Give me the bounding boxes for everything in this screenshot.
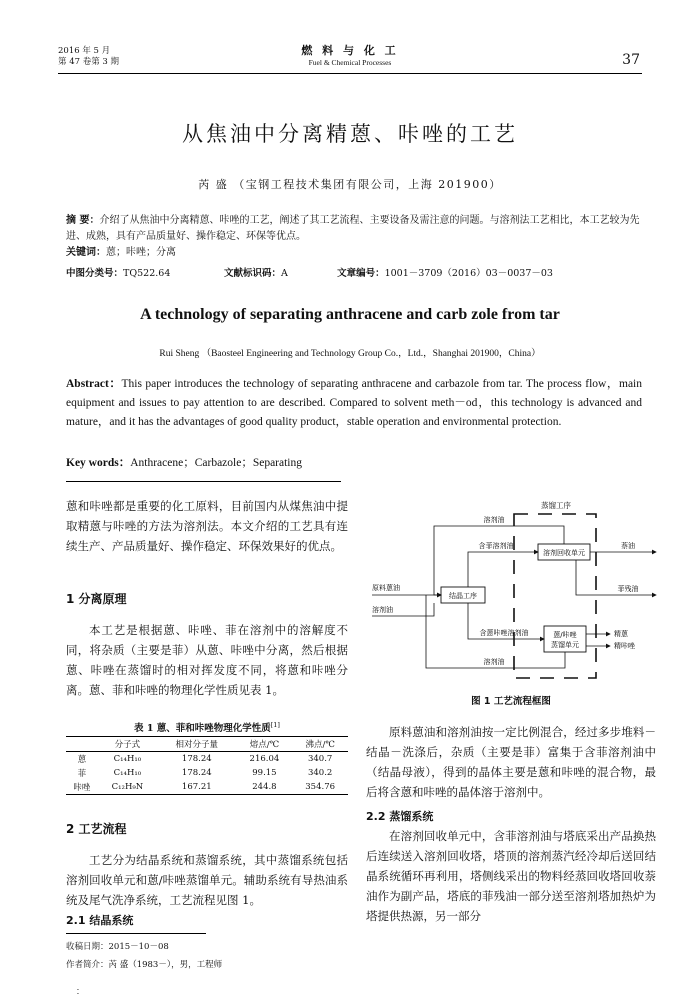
header-volume: 第 47 卷第 3 期 — [58, 57, 120, 67]
table-cell: 99.15 — [252, 768, 277, 778]
table-header-cell: 熔点/℃ — [237, 737, 293, 752]
table-cell: C₁₄H₁₀ — [113, 754, 142, 764]
keywords-cn-text: 蒽；咔唑；分离 — [106, 247, 176, 258]
table-cell: 340.7 — [307, 754, 333, 764]
distill-system-label: 蒸馏工序 — [541, 501, 571, 510]
abstract-en-label: Abstract： — [66, 378, 122, 390]
abstract-en-text: This paper introduces the technology of separating anthracene and carbazole from tar. The process flow，main equipment and issues to pay attention to are described. Compared to solvent meth－od，this technology is advanced and mature，and it has the advantages of good quality product，stable operation and environmental protection. — [66, 378, 642, 428]
received-date: 收稿日期：2015－10－08 — [66, 942, 169, 952]
journal-name-en: Fuel & Chemical Processes — [308, 58, 392, 67]
table1-caption — [66, 720, 348, 734]
abstract-separator — [66, 481, 341, 482]
solvent-bottom-label: 溶剂油 — [483, 658, 505, 666]
table-header-cell: 相对分子量 — [157, 737, 237, 752]
crystallization-label: 结晶工序 — [449, 592, 477, 600]
table-cell: 178.24 — [181, 754, 212, 764]
solvent-return-top-line — [434, 526, 564, 595]
figure1-caption: 图 1 工艺流程框图 — [471, 696, 551, 707]
clc-code — [66, 265, 221, 279]
abstract-cn-paragraph — [66, 213, 646, 245]
table-cell: 178.24 — [181, 768, 212, 778]
section2-heading: 2 工艺流程 — [66, 822, 127, 836]
section2-2-heading: 2.2 蒸馏系统 — [366, 810, 434, 823]
art-label: 文章编号： — [337, 268, 385, 279]
anth-carb-unit-label-2: 蒸馏单元 — [551, 641, 579, 649]
table-cell: 菲 — [77, 769, 87, 779]
footnote-rule — [66, 933, 206, 934]
doc-label: 文献标识码： — [224, 268, 282, 279]
intro-paragraph: 蒽和咔唑都是重要的化工原料，目前国内从煤焦油中提取精蒽与咔唑的方法为溶剂法。本文介绍的工艺具有连续生产、产品质量好、操作稳定、环保效果好的优点。 — [66, 499, 348, 553]
table-row — [66, 766, 348, 780]
table-cell: C₁₂H₉N — [98, 780, 157, 795]
table1-ref: [1] — [270, 720, 280, 729]
table-cell: 蒽 — [77, 755, 87, 765]
solvent-recovery-label: 溶剂回收单元 — [543, 549, 585, 557]
abstract-cn-label: 摘 要： — [66, 215, 100, 226]
classification-line — [66, 265, 553, 279]
header-issue-info — [58, 46, 119, 68]
author-cn: 芮 盛 （宝钢工程技术集团有限公司，上海 201900） — [198, 178, 502, 191]
section1-heading: 1 分离原理 — [66, 592, 127, 606]
doc-code — [224, 265, 334, 279]
table-cell: 354.76 — [292, 780, 348, 795]
keywords-cn-label: 关键词： — [66, 247, 106, 258]
journal-name-cn: 燃 料 与 化 工 — [301, 44, 399, 57]
abstract-cn — [66, 213, 646, 261]
keywords-cn — [66, 245, 646, 261]
section1-paragraph: 本工艺是根据蒽、咔唑、菲在溶剂中的溶解度不同，将杂质（主要是菲）从蒽、咔唑中分离，然后根据蒽、咔唑在蒸馏时的相对挥发度不同，将蒽和咔唑分离。蒽、菲和咔唑的物理化学性质见表 1。 — [66, 623, 348, 697]
art-value: 1001－3709（2016）03－0037－03 — [384, 268, 553, 279]
table-cell: 340.2 — [307, 768, 333, 778]
table1 — [66, 736, 348, 795]
phen-solvent-line — [468, 552, 538, 587]
table-header-cell: 分子式 — [98, 737, 157, 752]
header-rule — [58, 73, 642, 74]
table-cell: 216.04 — [249, 754, 280, 764]
stray-mark: ： — [76, 987, 85, 997]
table-header-cell: 沸点/℃ — [292, 737, 348, 752]
solvent-top-label: 溶剂油 — [483, 516, 505, 524]
anth-carb-unit-label-1: 蒽/咔唑 — [553, 631, 577, 639]
article-number — [337, 265, 553, 279]
phen-residue-label: 菲残油 — [617, 585, 639, 593]
section2-1-heading: 2.1 结晶系统 — [66, 914, 134, 927]
raw-anth-label: 原料蒽油 — [372, 584, 400, 592]
keywords-en-label: Key words： — [66, 457, 131, 469]
table-cell: 244.8 — [237, 780, 293, 795]
table-header-row — [66, 737, 348, 752]
clc-label: 中图分类号： — [66, 268, 124, 279]
table-cell: C₁₄H₁₀ — [113, 768, 142, 778]
journal-name — [240, 44, 460, 68]
solvent-in-label: 溶剂油 — [372, 606, 393, 614]
table1-caption-text: 表 1 蒽、菲和咔唑物理化学性质 — [134, 723, 271, 734]
keywords-en — [66, 454, 302, 470]
section2-2-paragraph: 在溶剂回收单元中，含菲溶剂油与塔底采出产品换热后连续送入溶剂回收塔，塔顶的溶剂蒸汽经冷却后送回结晶系统循环再利用，塔侧线采出的物料经蒸回收塔回收萘油作为副产品，塔底的菲残油一部分送至溶剂塔加热炉为塔提供热源，另一部分 — [366, 829, 656, 923]
header-date: 2016 年 5 月 — [58, 46, 111, 56]
table-row — [66, 780, 348, 795]
table-cell: 167.21 — [157, 780, 237, 795]
title-en: A technology of separating anthracene and carb zole from tar — [140, 306, 560, 323]
table-cell: 咔唑 — [66, 780, 98, 795]
naphtha-oil-label: 萘油 — [621, 542, 635, 550]
abstract-en — [66, 375, 642, 432]
table-row — [66, 752, 348, 767]
author-en: Rui Sheng （Baosteel Engineering and Technology Group Co.，Ltd.，Shanghai 201900，China） — [159, 349, 541, 359]
phen-solvent-label: 含菲溶剂油 — [478, 542, 514, 550]
phen-residue-line — [576, 560, 656, 595]
clc-value: TQ522.64 — [123, 268, 171, 279]
title-cn: 从焦油中分离精蒽、咔唑的工艺 — [182, 122, 518, 146]
table-header-cell — [66, 737, 98, 752]
abstract-cn-text: 介绍了从焦油中分离精蒽、咔唑的工艺，阐述了其工艺流程、主要设备及需注意的问题。与溶剂法工艺相比，本工艺较为先进、成熟，具有产品质量好、操作稳定、环保等优点。 — [66, 215, 640, 242]
keywords-en-text: Anthracene；Carbazole；Separating — [130, 457, 303, 469]
anth-carb-solvent-label: 含蒽咔唑溶剂油 — [479, 629, 529, 637]
author-bio: 作者简介：芮 盛（1983－），男，工程师 — [66, 960, 223, 970]
doc-value: A — [281, 268, 288, 279]
distill-boundary — [514, 514, 596, 678]
page-number: 37 — [622, 52, 640, 68]
refined-anth-label: 精蒽 — [614, 630, 628, 638]
refined-carb-label: 精咔唑 — [614, 642, 635, 650]
figure1-flowchart — [366, 496, 666, 686]
section2-paragraph: 工艺分为结晶系统和蒸馏系统，其中蒸馏系统包括溶剂回收单元和蒽/咔唑蒸馏单元。辅助系统有导热油系统及尾气洗净系统，工艺流程见图 1。 — [66, 853, 348, 907]
section2-1-paragraph: 原料蒽油和溶剂油按一定比例混合，经过多步堆料－结晶－洗涤后，杂质（主要是菲）富集于含菲溶剂油中（结晶母液），得到的晶体主要是蒽和咔唑的混合物，最后将含蒽和咔唑的晶体溶于溶剂中。 — [366, 725, 656, 799]
